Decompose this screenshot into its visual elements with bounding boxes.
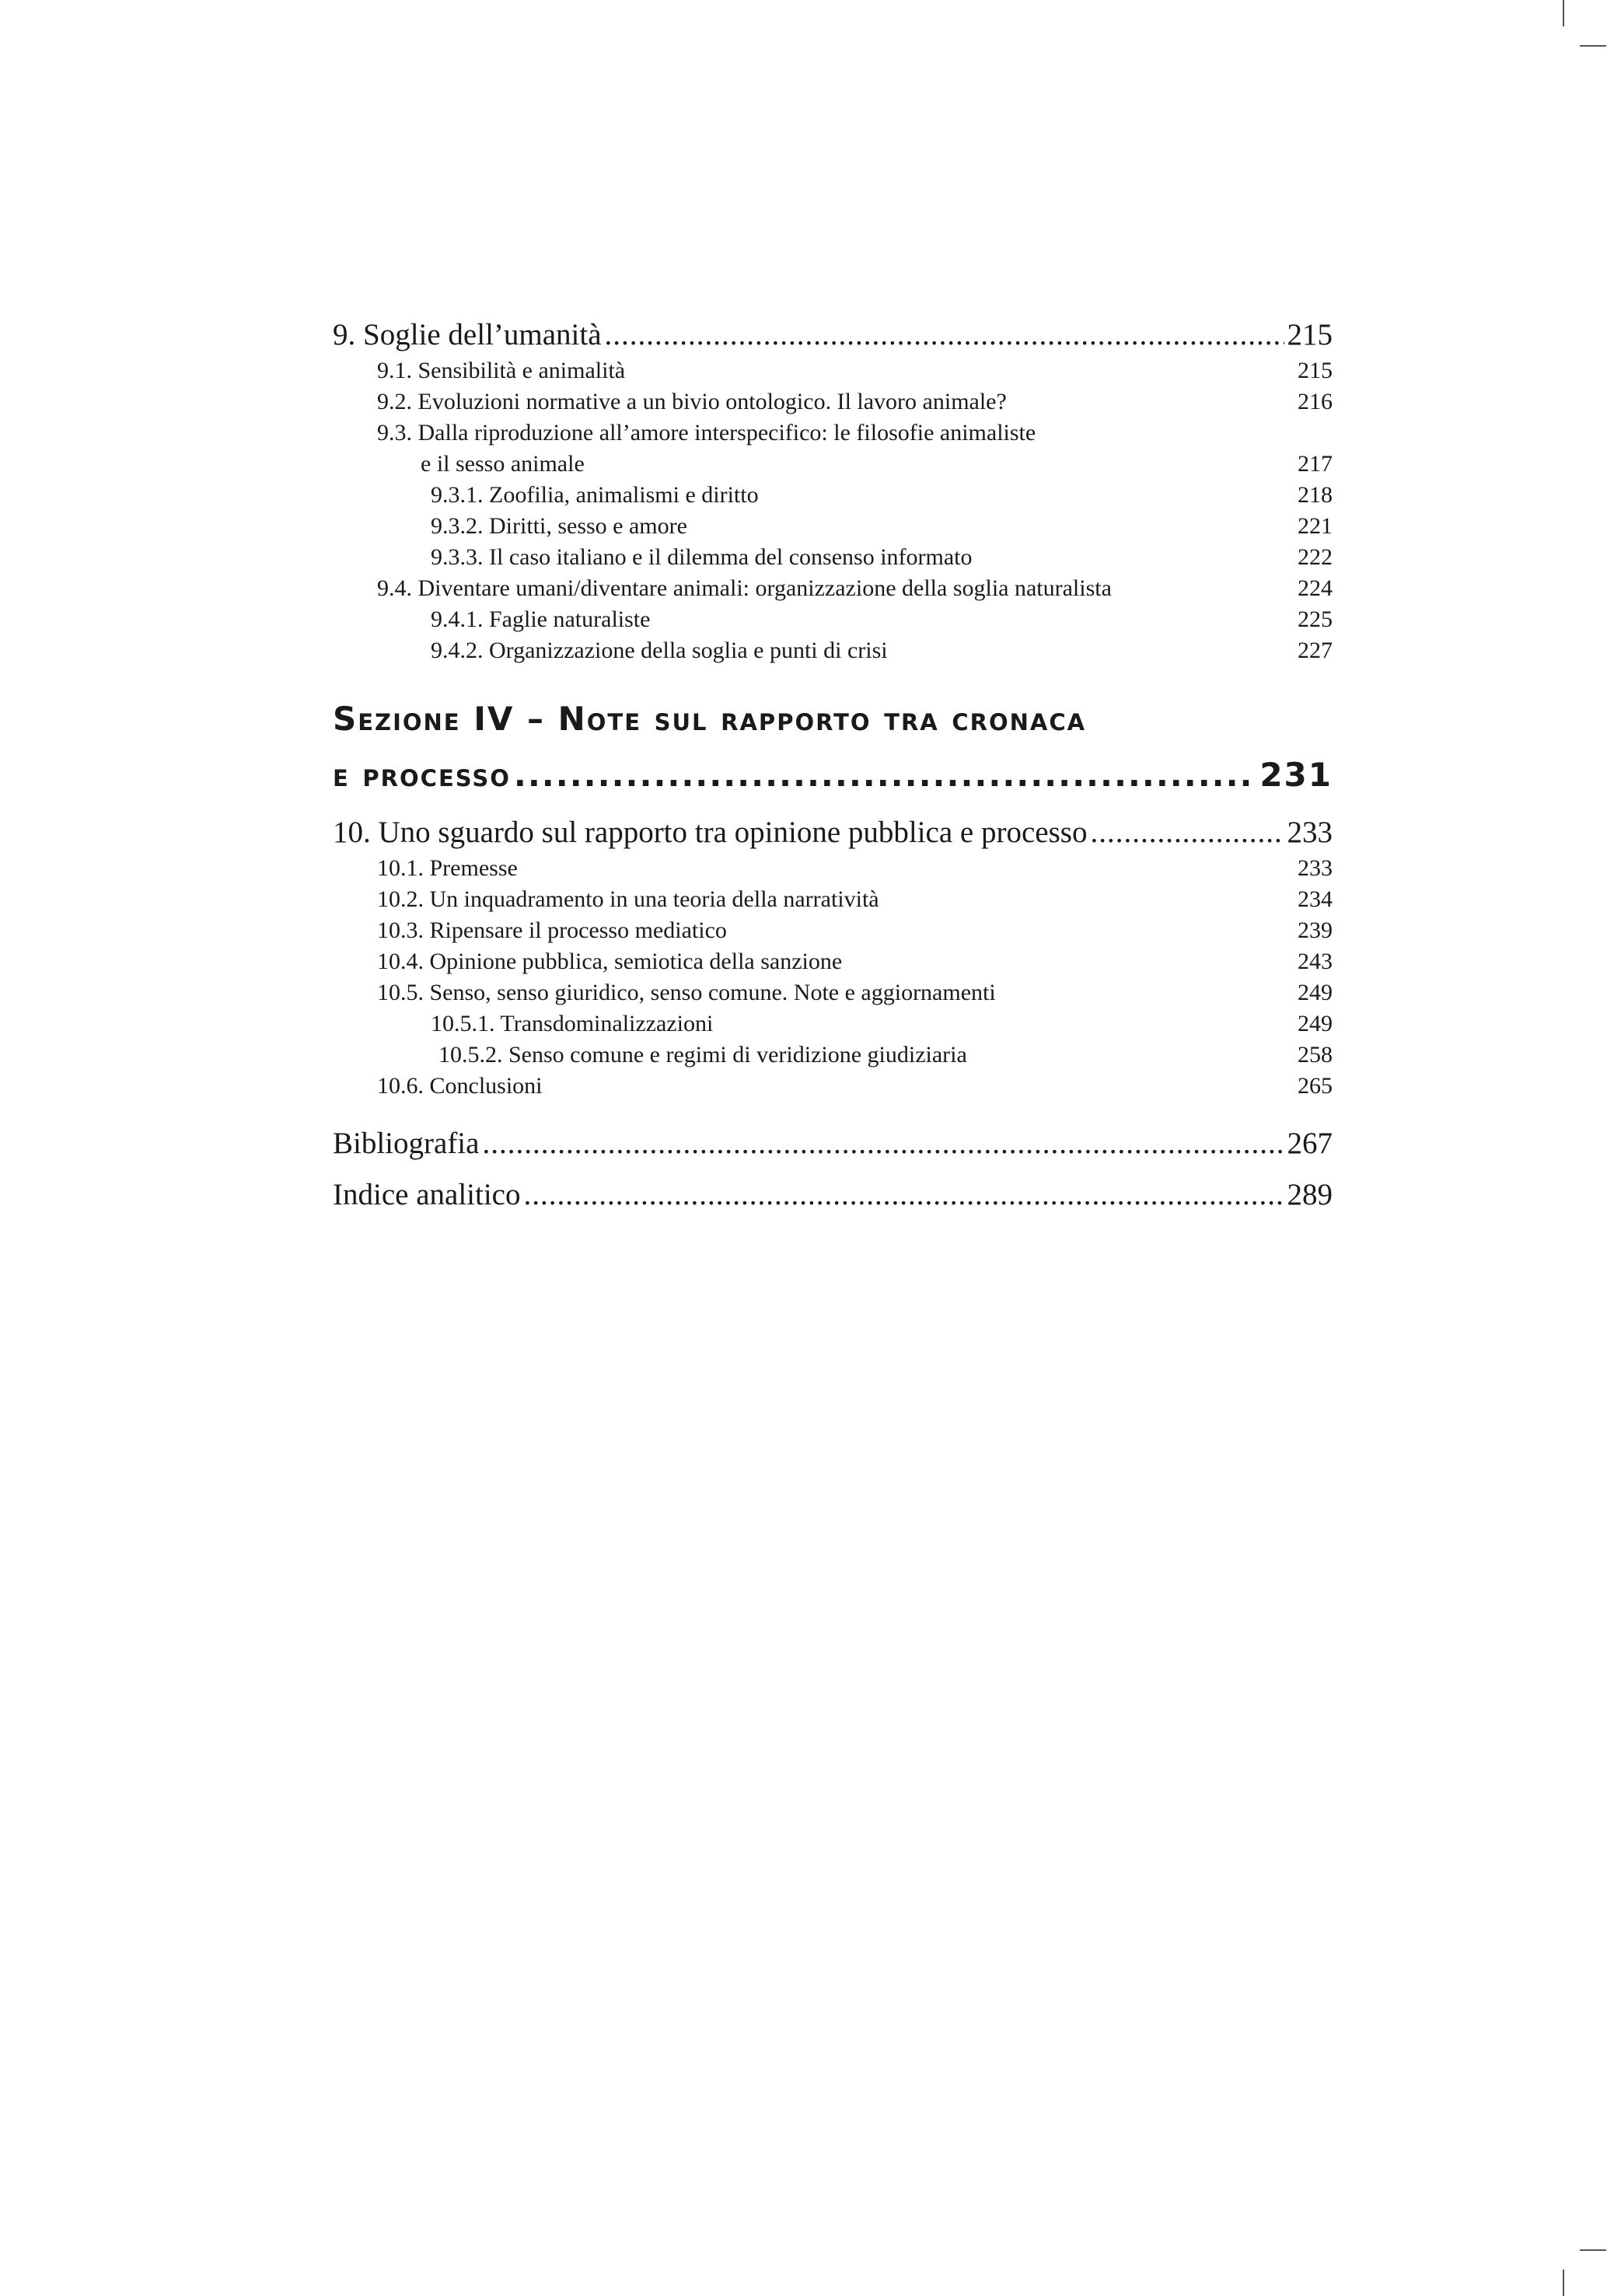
- page-number: 227: [1298, 638, 1333, 663]
- page-number: 231: [1259, 756, 1333, 794]
- chapter-title: 9. Soglie dell’umanità: [333, 318, 602, 351]
- toc-entry-10-5-1[interactable]: [333, 1008, 1333, 1040]
- toc-entry-10-1[interactable]: [333, 853, 1333, 884]
- page-number: 234: [1298, 886, 1333, 912]
- crop-mark-bottom-right-h: [1580, 2249, 1606, 2251]
- page-number: 215: [1287, 318, 1333, 351]
- toc-section-4-title[interactable]: [333, 691, 1333, 747]
- toc-entry-9-4-1[interactable]: [333, 604, 1333, 635]
- entry-label: 10.4. Opinione pubblica, semiotica della sanzione: [377, 949, 843, 974]
- toc-entry-9-3[interactable]: [333, 418, 1333, 449]
- toc-entry-9-3-3[interactable]: [333, 542, 1333, 573]
- toc-entry-9-3-1[interactable]: [333, 480, 1333, 511]
- toc-index[interactable]: [333, 1175, 1333, 1215]
- index-label: Indice analitico: [333, 1178, 521, 1211]
- toc-entry-10-2[interactable]: [333, 884, 1333, 915]
- page-number: 239: [1298, 917, 1333, 943]
- page-number: 267: [1287, 1127, 1333, 1160]
- dot-leader: [482, 1124, 1284, 1164]
- page-number: 243: [1298, 949, 1333, 974]
- section-title-line2: e processo: [333, 756, 511, 794]
- toc-bibliography[interactable]: [333, 1124, 1333, 1164]
- entry-label: 9.3.2. Diritti, sesso e amore: [431, 513, 687, 539]
- entry-label: 9.4. Diventare umani/diventare animali: organizzazione della soglia naturalista: [377, 575, 1112, 601]
- entry-label: 9.4.1. Faglie naturaliste: [431, 606, 651, 632]
- page-number: 265: [1298, 1073, 1333, 1099]
- toc-entry-10-4[interactable]: [333, 946, 1333, 977]
- entry-label: 10.5.2. Senso comune e regimi di veridizione giudiziaria: [438, 1042, 967, 1068]
- page-number: 217: [1298, 451, 1333, 477]
- entry-label: 9.3. Dalla riproduzione all’amore interspecifico: le filosofie animaliste: [377, 420, 1036, 446]
- toc-chapter-10[interactable]: [333, 813, 1333, 853]
- entry-label: 10.2. Un inquadramento in una teoria della narratività: [377, 886, 879, 912]
- entry-label: 9.1. Sensibilità e animalità: [377, 358, 626, 383]
- entry-label: 10.5.1. Transdominalizzazioni: [431, 1011, 714, 1036]
- crop-mark-top-right-h: [1580, 45, 1606, 47]
- bibliography-label: Bibliografia: [333, 1127, 480, 1160]
- page-number: 224: [1298, 575, 1333, 601]
- page-number: 233: [1298, 855, 1333, 881]
- dot-leader: [1090, 813, 1284, 853]
- page-number: 225: [1298, 606, 1333, 632]
- toc-entry-9-4-2[interactable]: [333, 635, 1333, 666]
- entry-label: 9.3.3. Il caso italiano e il dilemma del consenso informato: [431, 544, 973, 570]
- page-number: 249: [1298, 980, 1333, 1005]
- dot-leader: [523, 1175, 1284, 1215]
- dot-leader: [514, 747, 1256, 803]
- crop-mark-top-right: [1563, 0, 1564, 26]
- page-number: 216: [1298, 389, 1333, 414]
- section-title-line1: Sezione IV – Note sul rapporto tra cronaca: [333, 700, 1087, 738]
- toc-entry-10-5-2[interactable]: [333, 1040, 1333, 1071]
- table-of-contents: [333, 315, 1333, 1215]
- crop-mark-bottom-right: [1563, 2270, 1564, 2296]
- toc-chapter-9[interactable]: [333, 315, 1333, 355]
- page-number: 215: [1298, 358, 1333, 383]
- toc-entry-9-2[interactable]: [333, 386, 1333, 418]
- toc-entry-9-1[interactable]: [333, 355, 1333, 386]
- entry-label: e il sesso animale: [421, 451, 585, 477]
- entry-label: 9.2. Evoluzioni normative a un bivio ontologico. Il lavoro animale?: [377, 389, 1007, 414]
- page-number: 258: [1298, 1042, 1333, 1068]
- entry-label: 10.3. Ripensare il processo mediatico: [377, 917, 727, 943]
- page-number: 289: [1287, 1178, 1333, 1211]
- toc-entry-10-6[interactable]: [333, 1071, 1333, 1102]
- entry-label: 10.1. Premesse: [377, 855, 518, 881]
- entry-label: 9.4.2. Organizzazione della soglia e punti di crisi: [431, 638, 888, 663]
- page-number: 249: [1298, 1011, 1333, 1036]
- chapter-title: 10. Uno sguardo sul rapporto tra opinione pubblica e processo: [333, 816, 1088, 849]
- toc-section-4-title-line2[interactable]: [333, 747, 1333, 803]
- page-number: 233: [1287, 816, 1333, 849]
- toc-entry-9-3-continued[interactable]: [333, 449, 1333, 480]
- toc-entry-10-5[interactable]: [333, 977, 1333, 1008]
- dot-leader: [605, 315, 1284, 355]
- toc-entry-9-3-2[interactable]: [333, 511, 1333, 542]
- entry-label: 10.6. Conclusioni: [377, 1073, 543, 1099]
- entry-label: 10.5. Senso, senso giuridico, senso comune. Note e aggiornamenti: [377, 980, 996, 1005]
- toc-entry-9-4[interactable]: [333, 573, 1333, 604]
- page-number: 221: [1298, 513, 1333, 539]
- page-number: 222: [1298, 544, 1333, 570]
- page-number: 218: [1298, 482, 1333, 508]
- entry-label: 9.3.1. Zoofilia, animalismi e diritto: [431, 482, 759, 508]
- toc-entry-10-3[interactable]: [333, 915, 1333, 946]
